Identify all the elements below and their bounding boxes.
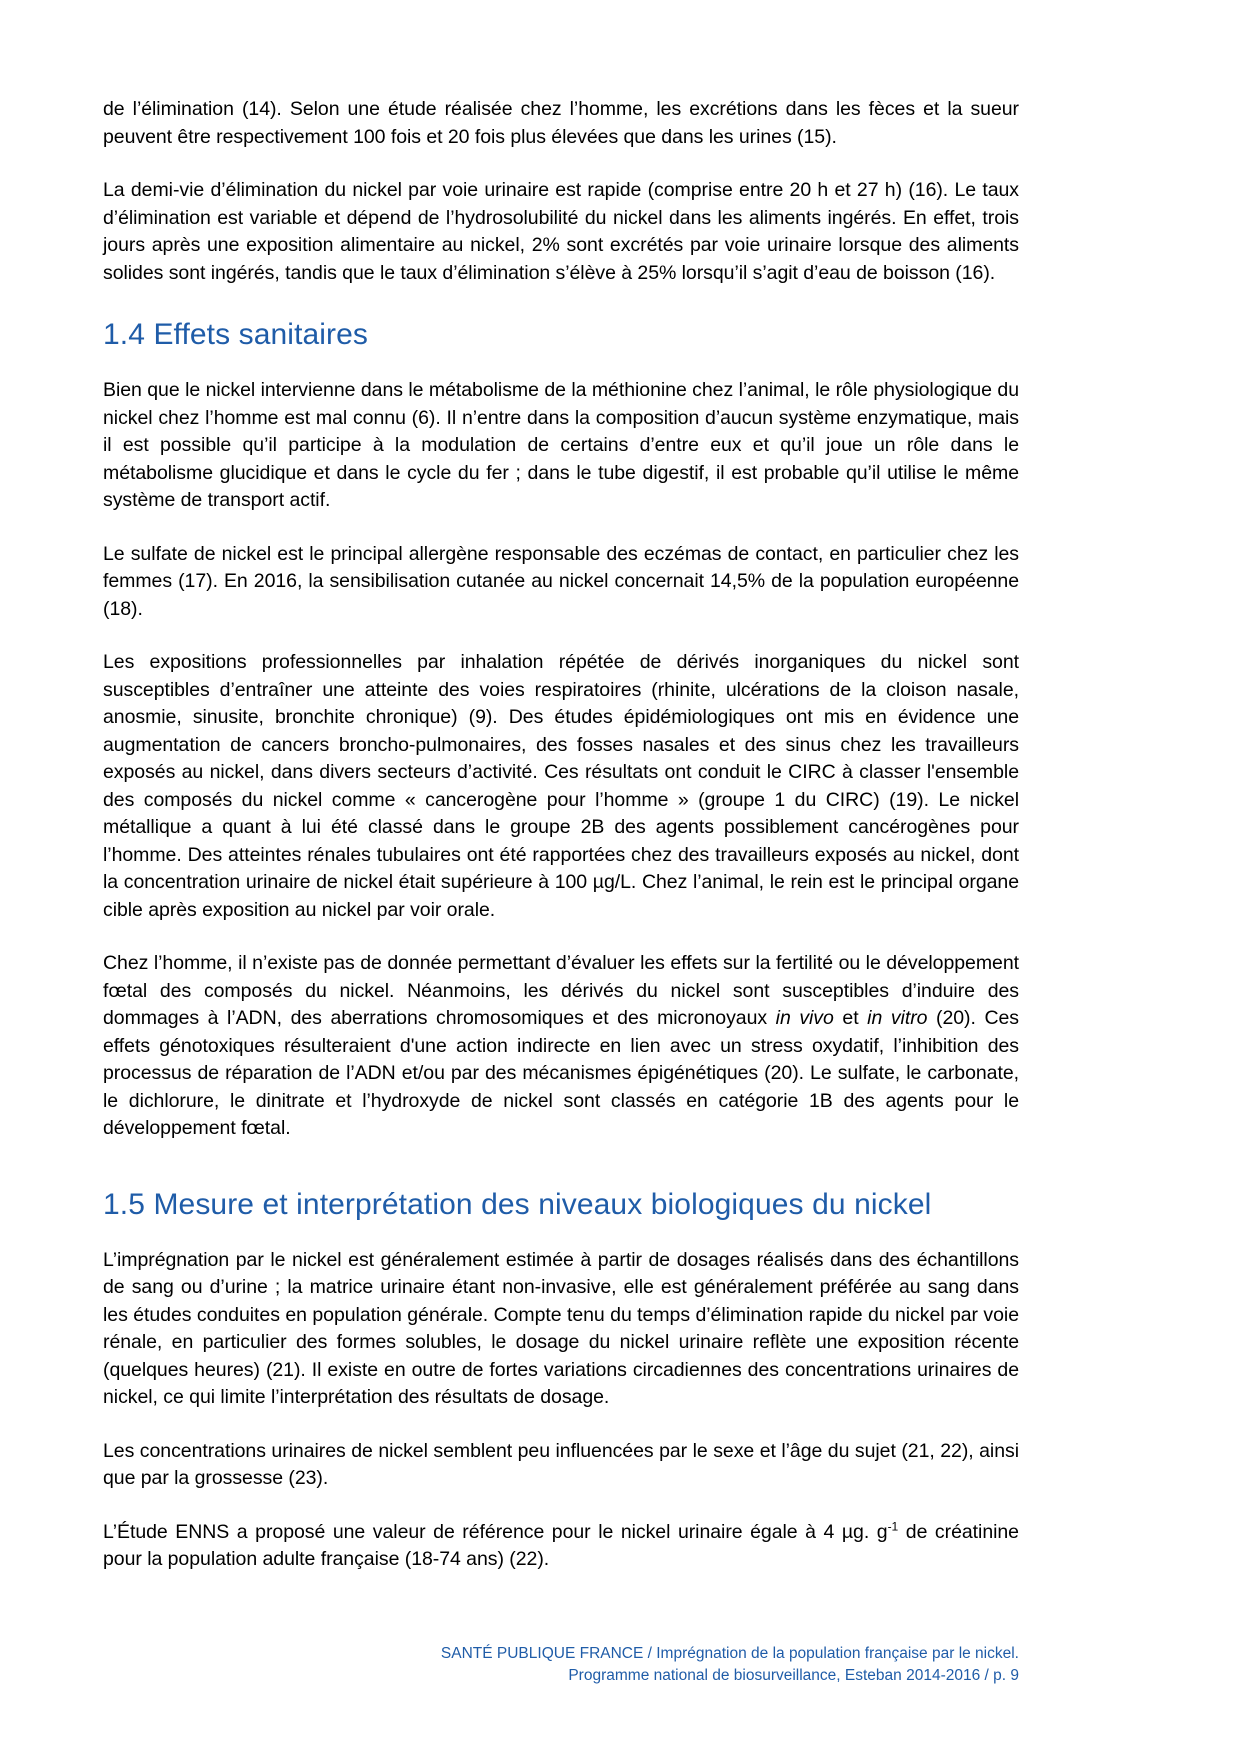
paragraph-half-life: La demi-vie d’élimination du nickel par voie urinaire est rapide (comprise entre 20 h et 27 h) (16). Le taux d’élimination est variable et dépend de l’hydrosolubilité du nickel dans les aliments ingérés. En effet, trois jours après une exposition alimentaire au nickel, 2% sont excrétés par voie urinaire lorsque des aliments solides sont ingérés, tandis que le taux d’élimination s’élève à 25% lorsqu’il s’agit d’eau de boisson (16).	[103, 179, 1019, 284]
paragraph-enns-segment-1: L’Étude ENNS a proposé une valeur de référence pour le nickel urinaire égale à 4 µg. g	[103, 1520, 888, 1543]
paragraph-enns-reference-value	[103, 1519, 1019, 1574]
exponent-minus-one: -1	[887, 1519, 899, 1533]
footer-line-program-page: Programme national de biosurveillance, Esteban 2014-2016 / p. 9	[568, 1667, 1019, 1684]
paragraph-enns-segment-2: de créatinine pour la population adulte française (18-74 ans) (22).	[103, 1520, 1019, 1570]
term-in-vivo: in vivo	[775, 1007, 834, 1029]
section-heading-1-5: 1.5 Mesure et interprétation des niveaux biologiques du nickel	[103, 1187, 932, 1221]
page-footer	[0, 1643, 1241, 1687]
term-in-vitro: in vitro	[867, 1007, 928, 1029]
paragraph-fertility-genotoxicity	[103, 950, 1019, 1143]
section-heading-1-4: 1.4 Effets sanitaires	[103, 318, 369, 351]
paragraph-fertility-segment-1: Chez l’homme, il n’existe pas de donnée permettant d’évaluer les effets sur la fertilité ou le développement fœtal des composés du nickel. Néanmoins, les dérivés du nickel sont susceptibles d’induire des dommages à l’ADN, des aberrations chromosomiques et des micronoyaux	[103, 952, 1019, 1029]
paragraph-fertility-segment-3: (20). Ces effets génotoxiques résulteraient d'une action indirecte en lien avec un stress oxydatif, l’inhibition des processus de réparation de l’ADN et/ou par des mécanismes épigénétiques (20). Le sulfate, le carbonate, le dichlorure, le dinitrate et l’hydroxyde de nickel sont classés en catégorie 1B des agents pour le développement fœtal.	[103, 1007, 1019, 1139]
paragraph-measurement-interpretation: L’imprégnation par le nickel est généralement estimée à partir de dosages réalisés dans des échantillons de sang ou d’urine ; la matrice urinaire étant non-invasive, elle est généralement préférée au sang dans les études conduites en population générale. Compte tenu du temps d’élimination rapide du nickel par voie rénale, en particulier des formes solubles, le dosage du nickel urinaire reflète une exposition récente (quelques heures) (21). Il existe en outre de fortes variations circadiennes des concentrations urinaires de nickel, ce qui limite l’interprétation des résultats de dosage.	[103, 1248, 1019, 1408]
footer-line-organization: SANTÉ PUBLIQUE FRANCE / Imprégnation de la population française par le nickel.	[440, 1645, 1019, 1662]
page-content	[103, 96, 1019, 1600]
paragraph-fertility-segment-2: et	[833, 1007, 868, 1029]
paragraph-elimination-excretion: de l’élimination (14). Selon une étude réalisée chez l’homme, les excrétions dans les fèces et la sueur peuvent être respectivement 100 fois et 20 fois plus élevées que dans les urines (15).	[103, 98, 1019, 148]
paragraph-urinary-concentrations: Les concentrations urinaires de nickel semblent peu influencées par le sexe et l’âge du sujet (21, 22), ainsi que par la grossesse (23).	[103, 1439, 1019, 1489]
paragraph-nickel-sulfate-allergen: Le sulfate de nickel est le principal allergène responsable des eczémas de contact, en particulier chez les femmes (17). En 2016, la sensibilisation cutanée au nickel concernait 14,5% de la population européenne (18).	[103, 542, 1019, 620]
paragraph-metabolism-role: Bien que le nickel intervienne dans le métabolisme de la méthionine chez l’animal, le rôle physiologique du nickel chez l’homme est mal connu (6). Il n’entre dans la composition d’aucun système enzymatique, mais il est possible qu’il participe à la modulation de certains d’entre eux et qu’il joue un rôle dans le métabolisme glucidique et dans le cycle du fer ; dans le tube digestif, il est probable qu’il utilise le même système de transport actif.	[103, 379, 1019, 511]
paragraph-occupational-exposure: Les expositions professionnelles par inhalation répétée de dérivés inorganiques du nickel sont susceptibles d’entraîner une atteinte des voies respiratoires (rhinite, ulcérations de la cloison nasale, anosmie, sinusite, bronchite chronique) (9). Des études épidémiologiques ont mis en évidence une augmentation de cancers broncho-pulmonaires, des fosses nasales et des sinus chez les travailleurs exposés au nickel, dans divers secteurs d’activité. Ces résultats ont conduit le CIRC à classer l'ensemble des composés du nickel comme « cancerogène pour l’homme » (groupe 1 du CIRC) (19). Le nickel métallique a quant à lui été classé dans le groupe 2B des agents possiblement cancérogènes pour l’homme. Des atteintes rénales tubulaires ont été rapportées chez des travailleurs exposés au nickel, dont la concentration urinaire de nickel était supérieure à 100 µg/L. Chez l’animal, le rein est le principal organe cible après exposition au nickel par voir orale.	[103, 651, 1019, 921]
